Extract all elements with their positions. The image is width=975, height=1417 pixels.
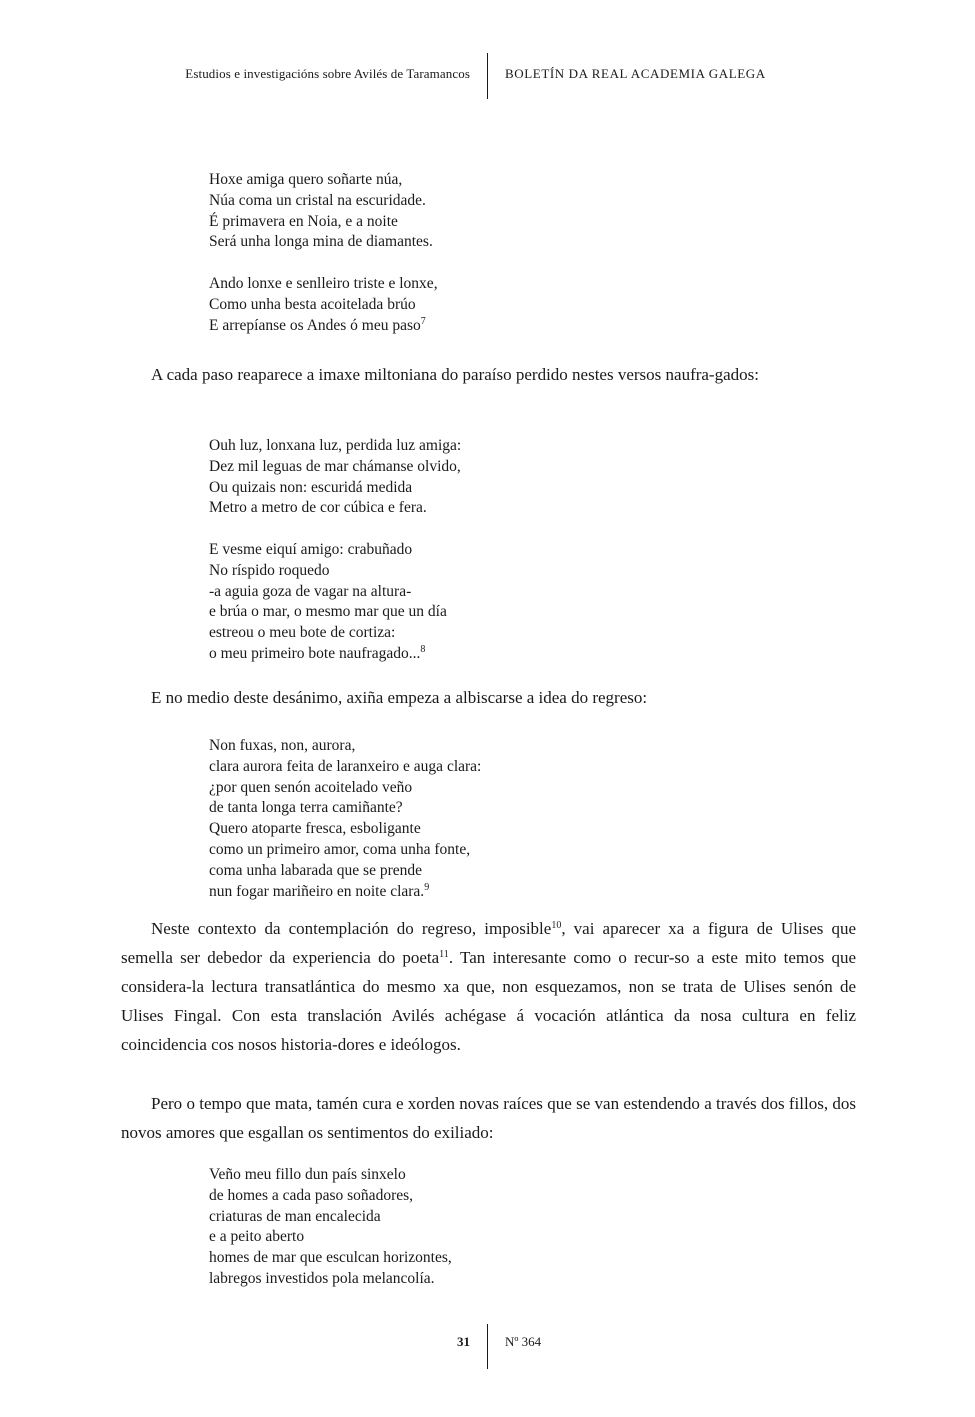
footnote-ref-7[interactable]: 7 <box>420 315 426 327</box>
paragraph-text: A cada paso reaparece a imaxe miltoniana do paraíso perdido nestes versos naufra-gados: <box>151 365 759 384</box>
poem2-stanza1 <box>209 436 461 519</box>
verse-line: Veño meu fillo dun país sinxelo <box>209 1166 406 1183</box>
paragraph-text: Pero o tempo que mata, tamén cura e xorden novas raíces que se van estendendo a través dos fillos, dos novos amores que esgallan os sentimentos do exiliado: <box>121 1094 856 1142</box>
verse-text: E arrepíanse os Andes ó meu paso <box>209 316 421 334</box>
verse-line: No ríspido roquedo <box>209 561 330 579</box>
poem2-stanza2 <box>209 540 447 665</box>
verse-line <box>209 644 447 665</box>
footer-divider <box>487 1324 488 1369</box>
poem1-stanza1 <box>209 170 433 253</box>
paragraph-text-part: Neste contexto da contemplación do regreso, imposible <box>151 919 552 938</box>
verse-line: criaturas de man encalecida <box>209 1207 381 1225</box>
issue-number: Nº 364 <box>505 1334 542 1349</box>
verse-line: Será unha longa mina de diamantes. <box>209 233 433 251</box>
footnote-ref-11[interactable]: 11 <box>439 949 449 960</box>
verse-line: Quero atoparte fresca, esboligante <box>209 820 421 838</box>
verse-line: de homes a cada paso soñadores, <box>209 1186 414 1204</box>
verse-line: como un primeiro amor, coma unha fonte, <box>209 840 471 858</box>
paragraph-3 <box>121 914 856 1059</box>
verse-line: Núa coma un cristal na escuridade. <box>209 191 426 209</box>
verse-line: Ando lonxe e senlleiro triste e lonxe, <box>209 275 438 292</box>
verse-line: Metro a metro de cor cúbica e fera. <box>209 499 427 517</box>
verse-line: Ouh luz, lonxana luz, perdida luz amiga: <box>209 437 462 454</box>
verse-line: e a peito aberto <box>209 1228 305 1246</box>
verse-line: e brúa o mar, o mesmo mar que un día <box>209 603 447 621</box>
header-divider <box>487 53 488 99</box>
verse-line <box>209 316 438 337</box>
verse-line: É primavera en Noia, e a noite <box>209 212 398 230</box>
poem3 <box>209 736 481 902</box>
footnote-ref-10[interactable]: 10 <box>551 920 562 931</box>
verse-line: E vesme eiquí amigo: crabuñado <box>209 541 413 558</box>
verse-line: clara aurora feita de laranxeiro e auga clara: <box>209 757 482 775</box>
running-header-title: Estudios e investigacións sobre Avilés de Taramancos <box>185 66 470 81</box>
poem4 <box>209 1165 452 1290</box>
verse-line <box>209 882 481 903</box>
verse-line: Non fuxas, non, aurora, <box>209 737 356 754</box>
verse-line: Ou quizais non: escuridá medida <box>209 478 413 496</box>
paragraph-text <box>121 914 856 1059</box>
verse-line: labregos investidos pola melancolía. <box>209 1269 435 1287</box>
paragraph-2 <box>121 683 856 712</box>
paragraph-4 <box>121 1089 856 1147</box>
verse-line: de tanta longa terra camiñante? <box>209 799 403 817</box>
verse-line: coma unha labarada que se prende <box>209 861 423 879</box>
footnote-ref-8[interactable]: 8 <box>420 643 426 655</box>
verse-line: homes de mar que esculcan horizontes, <box>209 1249 452 1267</box>
footnote-ref-9[interactable]: 9 <box>424 881 430 893</box>
verse-line: Hoxe amiga quero soñarte núa, <box>209 171 403 188</box>
verse-line: Dez mil leguas de mar chámanse olvido, <box>209 457 461 475</box>
paragraph-text-part: , vai aparecer xa a figura de Ulises que semella ser debedor da experiencia do poeta <box>121 919 856 967</box>
page-number: 31 <box>457 1334 470 1349</box>
paragraph-1 <box>121 360 856 389</box>
verse-line: ¿por quen senón acoitelado veño <box>209 778 413 796</box>
verse-text: o meu primeiro bote naufragado... <box>209 644 421 662</box>
running-header-journal: BOLETÍN DA REAL ACADEMIA GALEGA <box>505 66 766 81</box>
verse-line: Como unha besta acoitelada brúo <box>209 295 416 313</box>
verse-line: estreou o meu bote de cortiza: <box>209 624 396 642</box>
paragraph-text: E no medio deste desánimo, axiña empeza a albiscarse a idea do regreso: <box>151 688 648 707</box>
verse-line: -a aguia goza de vagar na altura- <box>209 582 412 600</box>
poem1-stanza2 <box>209 274 438 336</box>
paragraph-text-part: . Tan interesante como o recur-so a este mito temos que considera-la lectura transatlántica do mesmo xa que, non esquezamos, non se trata de Ulises senón de Ulises Fingal. Con esta translación Avilés achégase á vocación atlántica da nosa cultura en feliz coincidencia cos nosos historia-dores e ideólogos. <box>121 948 856 1054</box>
verse-text: nun fogar mariñeiro en noite clara. <box>209 882 425 900</box>
